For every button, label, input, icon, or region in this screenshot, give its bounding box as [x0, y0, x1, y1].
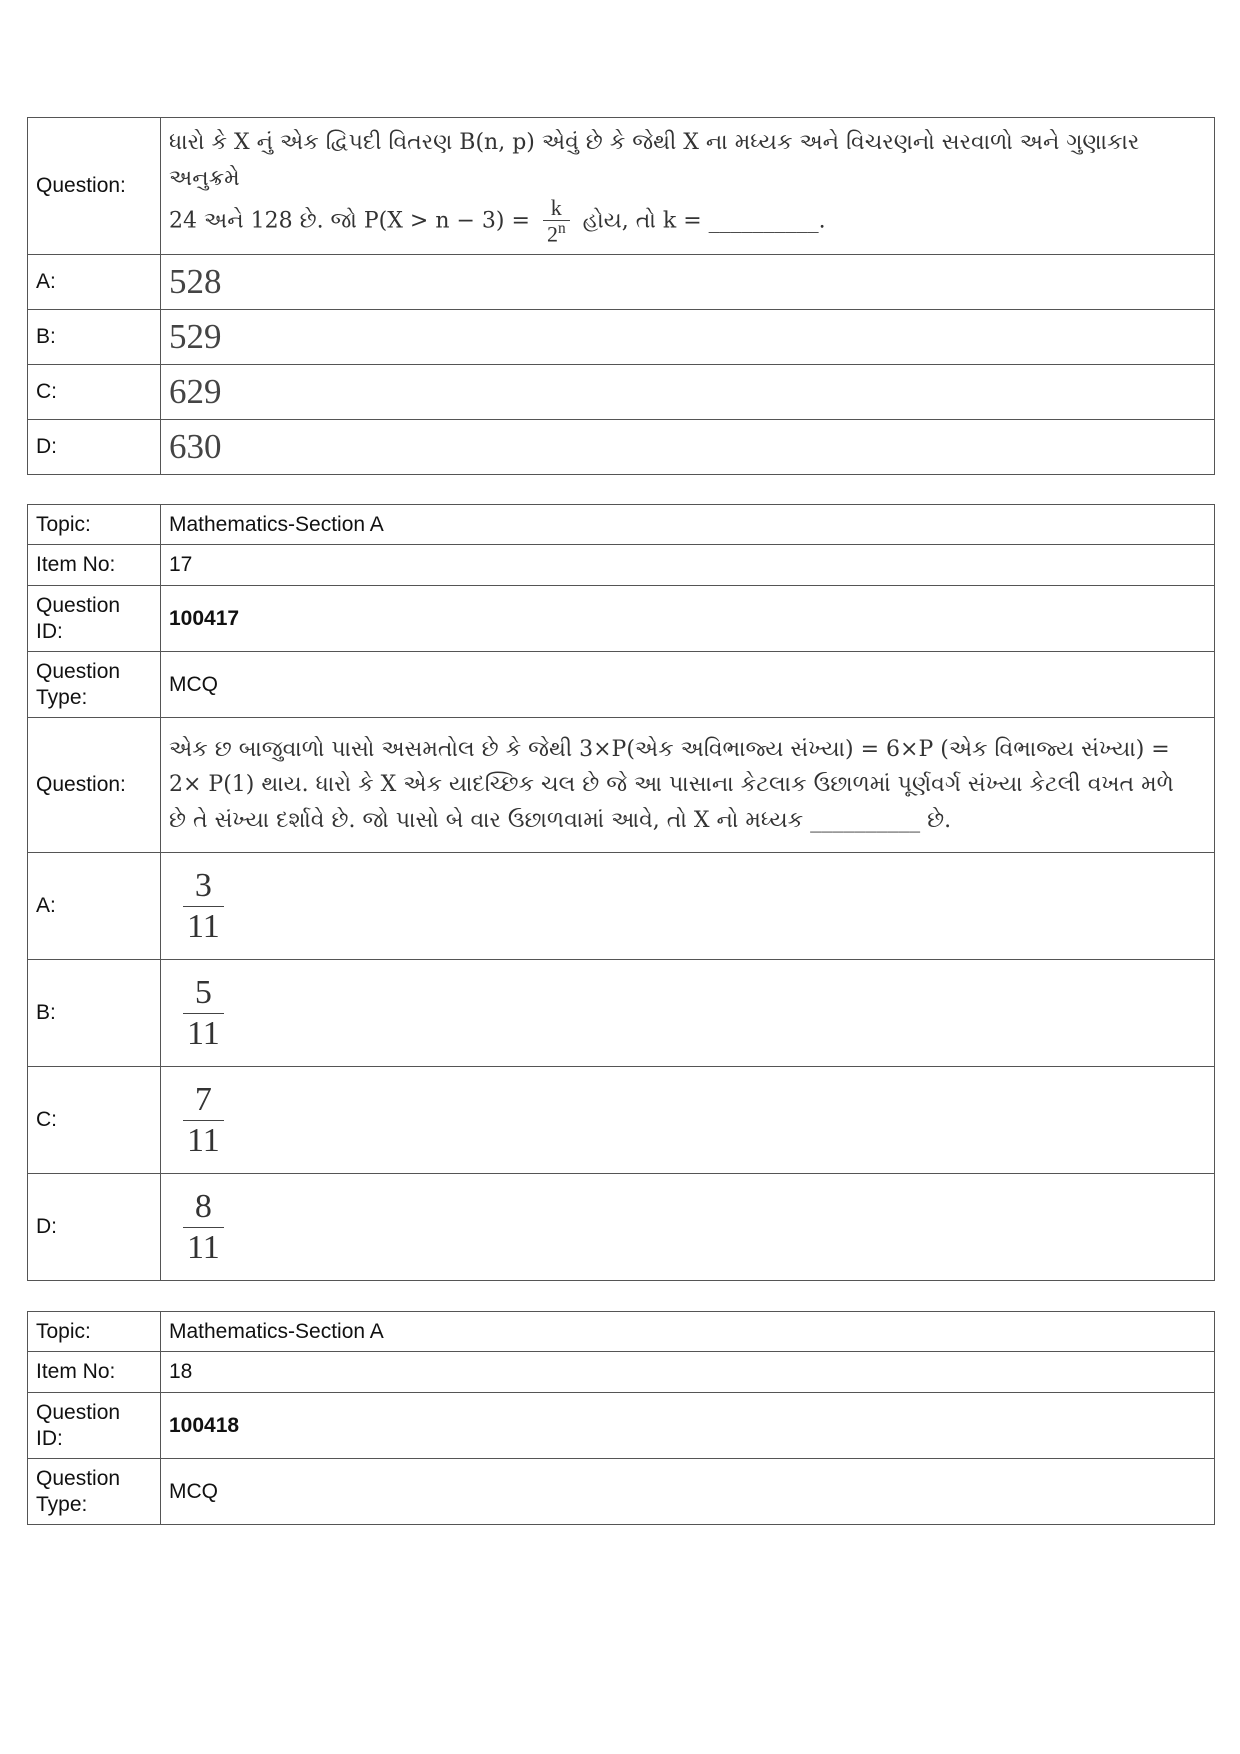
question-id-value: 100417	[161, 586, 1215, 652]
option-label: D:	[28, 420, 161, 475]
fraction-numerator: 7	[183, 1080, 224, 1120]
topic-row	[28, 505, 1215, 545]
question-text	[161, 718, 1215, 853]
item-no-value: 18	[161, 1352, 1215, 1393]
fraction-denominator	[543, 221, 570, 247]
question-line-2: 2× P(1) થાય. ધારો કે X એક યાદચ્છિક ચલ છે જે આ પાસાના કેટલાક ઉછાળમાં પૂર્ણવર્ગ સંખ્યા કેટલી વખત મળે	[169, 772, 1174, 798]
fraction-denominator: 11	[187, 1228, 220, 1266]
question-type-row	[28, 652, 1215, 718]
option-value: 630	[161, 420, 1215, 475]
question-line-2-suffix: હોય, તો k = __________.	[582, 208, 826, 234]
question-line-3: છે તે સંખ્યા દર્શાવે છે. જો પાસો બે વાર ઉછાળવામાં આવે, તો X નો મધ્યક __________ છે.	[169, 807, 952, 833]
question-type-row	[28, 1459, 1215, 1525]
fraction-k-over-2n	[543, 196, 570, 247]
option-row-a	[28, 853, 1215, 960]
denominator-base: 2	[546, 221, 558, 247]
option-row-d	[28, 1174, 1215, 1281]
question-id-row	[28, 1393, 1215, 1459]
option-label: C:	[28, 1067, 161, 1174]
option-value: 629	[161, 365, 1215, 420]
question-type-value: MCQ	[161, 1459, 1215, 1525]
fraction-numerator: 8	[183, 1187, 224, 1227]
question-type-label: Question Type:	[28, 1459, 161, 1525]
question-id-row	[28, 586, 1215, 652]
question-line-2	[169, 196, 1206, 247]
option-value	[161, 960, 1215, 1067]
option-label: B:	[28, 960, 161, 1067]
question-table-16	[27, 117, 1215, 475]
item-no-value: 17	[161, 545, 1215, 586]
option-value: 528	[161, 255, 1215, 310]
topic-row	[28, 1312, 1215, 1352]
option-row-b	[28, 310, 1215, 365]
question-line-1: ધારો કે X નું એક દ્વિપદી વિતરણ B(n, p) એવું છે કે જેથી X ના મધ્યક અને વિચરણનો સરવાળો અને ગુણાકાર અનુક્રમે	[169, 130, 1140, 191]
topic-label: Topic:	[28, 1312, 161, 1352]
option-row-d	[28, 420, 1215, 475]
question-row	[28, 118, 1215, 255]
topic-label: Topic:	[28, 505, 161, 545]
question-id-label: Question ID:	[28, 586, 161, 652]
question-type-label: Question Type:	[28, 652, 161, 718]
item-no-label: Item No:	[28, 1352, 161, 1393]
option-label: B:	[28, 310, 161, 365]
fraction-denominator: 11	[187, 1121, 220, 1159]
question-text	[161, 118, 1215, 255]
fraction-numerator: k	[543, 196, 570, 221]
item-no-label: Item No:	[28, 545, 161, 586]
question-line-1: એક છ બાજુવાળો પાસો અસમતોલ છે કે જેથી 3×P(એક અવિભાજ્ય સંખ્યા) = 6×P (એક વિભાજ્ય સંખ્યા) =	[169, 737, 1170, 763]
option-fraction	[183, 973, 224, 1052]
option-row-b	[28, 960, 1215, 1067]
option-value	[161, 853, 1215, 960]
denominator-exponent: n	[557, 220, 566, 238]
question-table-17	[27, 504, 1215, 1281]
fraction-numerator: 3	[183, 866, 224, 906]
option-value	[161, 1067, 1215, 1174]
option-label: C:	[28, 365, 161, 420]
option-row-a	[28, 255, 1215, 310]
option-fraction	[183, 866, 224, 945]
question-id-value: 100418	[161, 1393, 1215, 1459]
question-line-2-prefix: 24 અને 128 છે. જો P(X > n − 3) =	[169, 208, 530, 234]
topic-value: Mathematics-Section A	[161, 1312, 1215, 1352]
option-fraction	[183, 1080, 224, 1159]
option-label: D:	[28, 1174, 161, 1281]
item-no-row	[28, 545, 1215, 586]
fraction-denominator: 11	[187, 907, 220, 945]
option-fraction	[183, 1187, 224, 1266]
option-label: A:	[28, 853, 161, 960]
topic-value: Mathematics-Section A	[161, 505, 1215, 545]
question-id-label: Question ID:	[28, 1393, 161, 1459]
question-label: Question:	[28, 118, 161, 255]
question-row	[28, 718, 1215, 853]
fraction-numerator: 5	[183, 973, 224, 1013]
item-no-row	[28, 1352, 1215, 1393]
option-row-c	[28, 1067, 1215, 1174]
option-value: 529	[161, 310, 1215, 365]
question-label: Question:	[28, 718, 161, 853]
option-value	[161, 1174, 1215, 1281]
option-row-c	[28, 365, 1215, 420]
question-type-value: MCQ	[161, 652, 1215, 718]
question-table-18	[27, 1311, 1215, 1525]
fraction-denominator: 11	[187, 1014, 220, 1052]
option-label: A:	[28, 255, 161, 310]
